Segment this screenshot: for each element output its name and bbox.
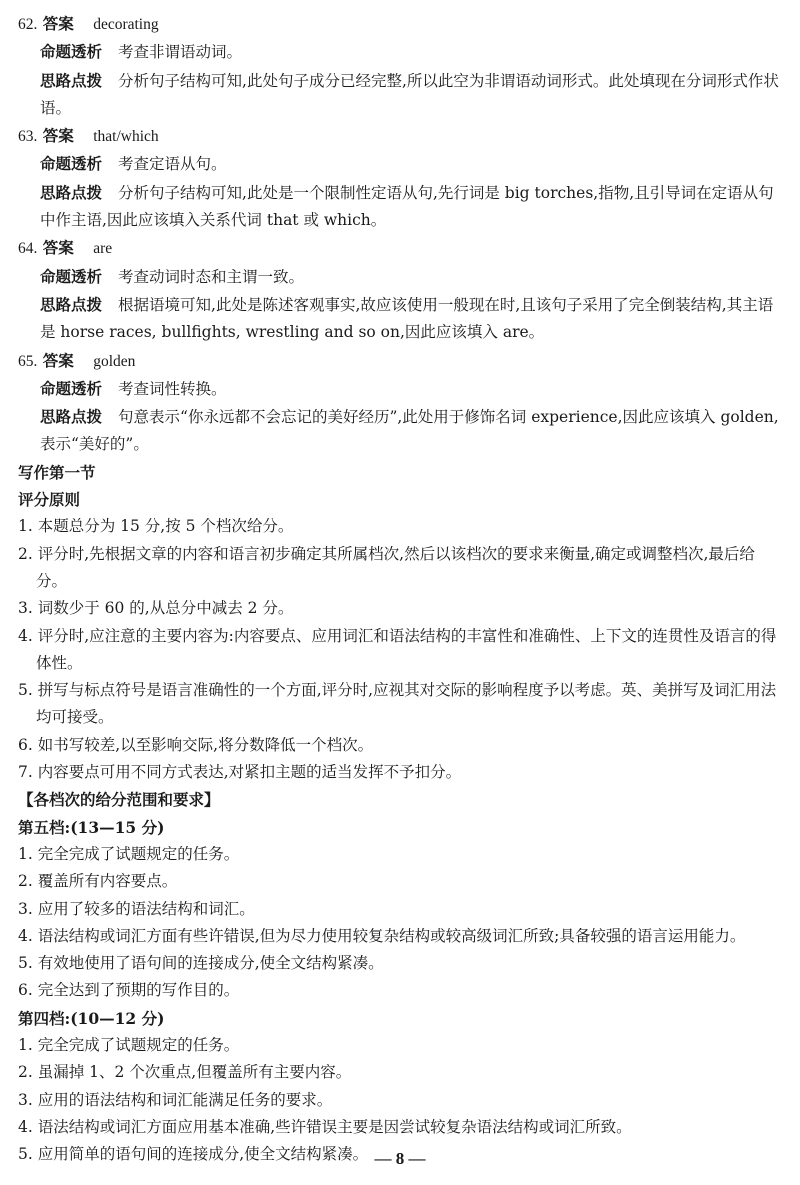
level-4-title: 第四档:(10—12 分): [18, 1008, 165, 1028]
section-title: 写作第一节: [18, 462, 96, 482]
level-5-item: 4. 语法结构或词汇方面有些许错误,但为尽力使用较复杂结构或较高级词汇所致;具备较强的语言运用能力。: [18, 926, 746, 945]
answer-value: decorating: [93, 16, 159, 33]
answer-65-header: 65. 答案 golden: [18, 350, 136, 370]
level-4-item: 4. 语法结构或词汇方面应用基本准确,些许错误主要是因尝试较复杂语法结构或词汇所致。: [18, 1117, 632, 1136]
level-5-title: 第五档:(13—15 分): [18, 817, 165, 837]
level-4-item: 2. 虽漏掉 1、2 个次重点,但覆盖所有主要内容。: [18, 1063, 352, 1082]
level-5-item: 1. 完全完成了试题规定的任务。: [18, 844, 240, 863]
answer-label: 答案: [42, 126, 74, 146]
levels-title: 【各档次的给分范围和要求】: [18, 790, 220, 810]
answer-63-hint: 思路点拨 分析句子结构可知,此处是一个限制性定语从句,先行词是 big torches,指物,且引导词在定语从句中作主语,因此应该填入关系代词 that 或 which。: [40, 182, 774, 230]
principle-item: 3. 词数少于 60 的,从总分中减去 2 分。: [18, 599, 294, 618]
answer-value: are: [93, 240, 113, 258]
answer-page: [18, 10, 784, 1168]
level-5-item: 5. 有效地使用了语句间的连接成分,使全文结构紧凑。: [18, 954, 384, 973]
level-4-item: 3. 应用的语法结构和词汇能满足任务的要求。: [18, 1090, 333, 1109]
answer-label: 答案: [42, 14, 74, 33]
answer-62-analysis: 命题透析 考查非谓语动词。: [40, 42, 243, 62]
level-4-item: 1. 完全完成了试题规定的任务。: [18, 1035, 240, 1054]
answer-label: 答案: [42, 238, 74, 258]
answer-65-hint: 思路点拨 句意表示“你永远都不会忘记的美好经历”,此处用于修饰名词 experience,因此应该填入 golden,表示“美好的”。: [40, 407, 779, 454]
answer-62-header: 62. 答案 decorating: [18, 14, 159, 33]
answer-63-analysis: 命题透析 考查定语从句。: [40, 154, 227, 174]
answer-value: that/which: [93, 128, 159, 146]
answer-64-analysis: 命题透析 考查动词时态和主谓一致。: [40, 266, 305, 286]
answer-63-header: 63. 答案 that/which: [18, 126, 159, 146]
principle-item: 2. 评分时,先根据文章的内容和语言初步确定其所属档次,然后以该档次的要求来衡量,确定或调整档次,最后给分。: [18, 544, 755, 590]
answer-62-hint: 思路点拨 分析句子结构可知,此处句子成分已经完整,所以此空为非谓语动词形式。此处填现在分词形式作状语。: [40, 70, 779, 117]
level-5-item: 3. 应用了较多的语法结构和词汇。: [18, 899, 255, 918]
principle-item: 4. 评分时,应注意的主要内容为:内容要点、应用词汇和语法结构的丰富性和准确性、上下文的连贯性及语言的得体性。: [18, 626, 777, 672]
principle-item: 6. 如书写较差,以至影响交际,将分数降低一个档次。: [18, 735, 374, 754]
answer-65-analysis: 命题透析 考查词性转换。: [40, 378, 227, 398]
level-4-item: 5. 应用简单的语句间的连接成分,使全文结构紧凑。: [18, 1145, 369, 1164]
answer-value: golden: [93, 352, 136, 370]
answer-64-hint: 思路点拨 根据语境可知,此处是陈述客观事实,故应该使用一般现在时,且该句子采用了完全倒装结构,其主语是 horse races, bullfights, wrestling and so on,因此应该填入 are。: [40, 294, 774, 342]
principle-item: 7. 内容要点可用不同方式表达,对紧扣主题的适当发挥不予扣分。: [18, 763, 462, 782]
principle-item: 5. 拼写与标点符号是语言准确性的一个方面,评分时,应视其对交际的影响程度予以考虑。英、美拼写及词汇用法均可接受。: [18, 681, 777, 727]
level-5-item: 6. 完全达到了预期的写作目的。: [18, 981, 240, 1000]
principles-title: 评分原则: [18, 490, 81, 510]
principle-item: 1. 本题总分为 15 分,按 5 个档次给分。: [18, 517, 294, 536]
answer-64-header: 64. 答案 are: [18, 238, 113, 258]
answer-label: 答案: [42, 350, 74, 370]
level-5-item: 2. 覆盖所有内容要点。: [18, 872, 178, 891]
page-number: — 8 —: [374, 1149, 426, 1168]
